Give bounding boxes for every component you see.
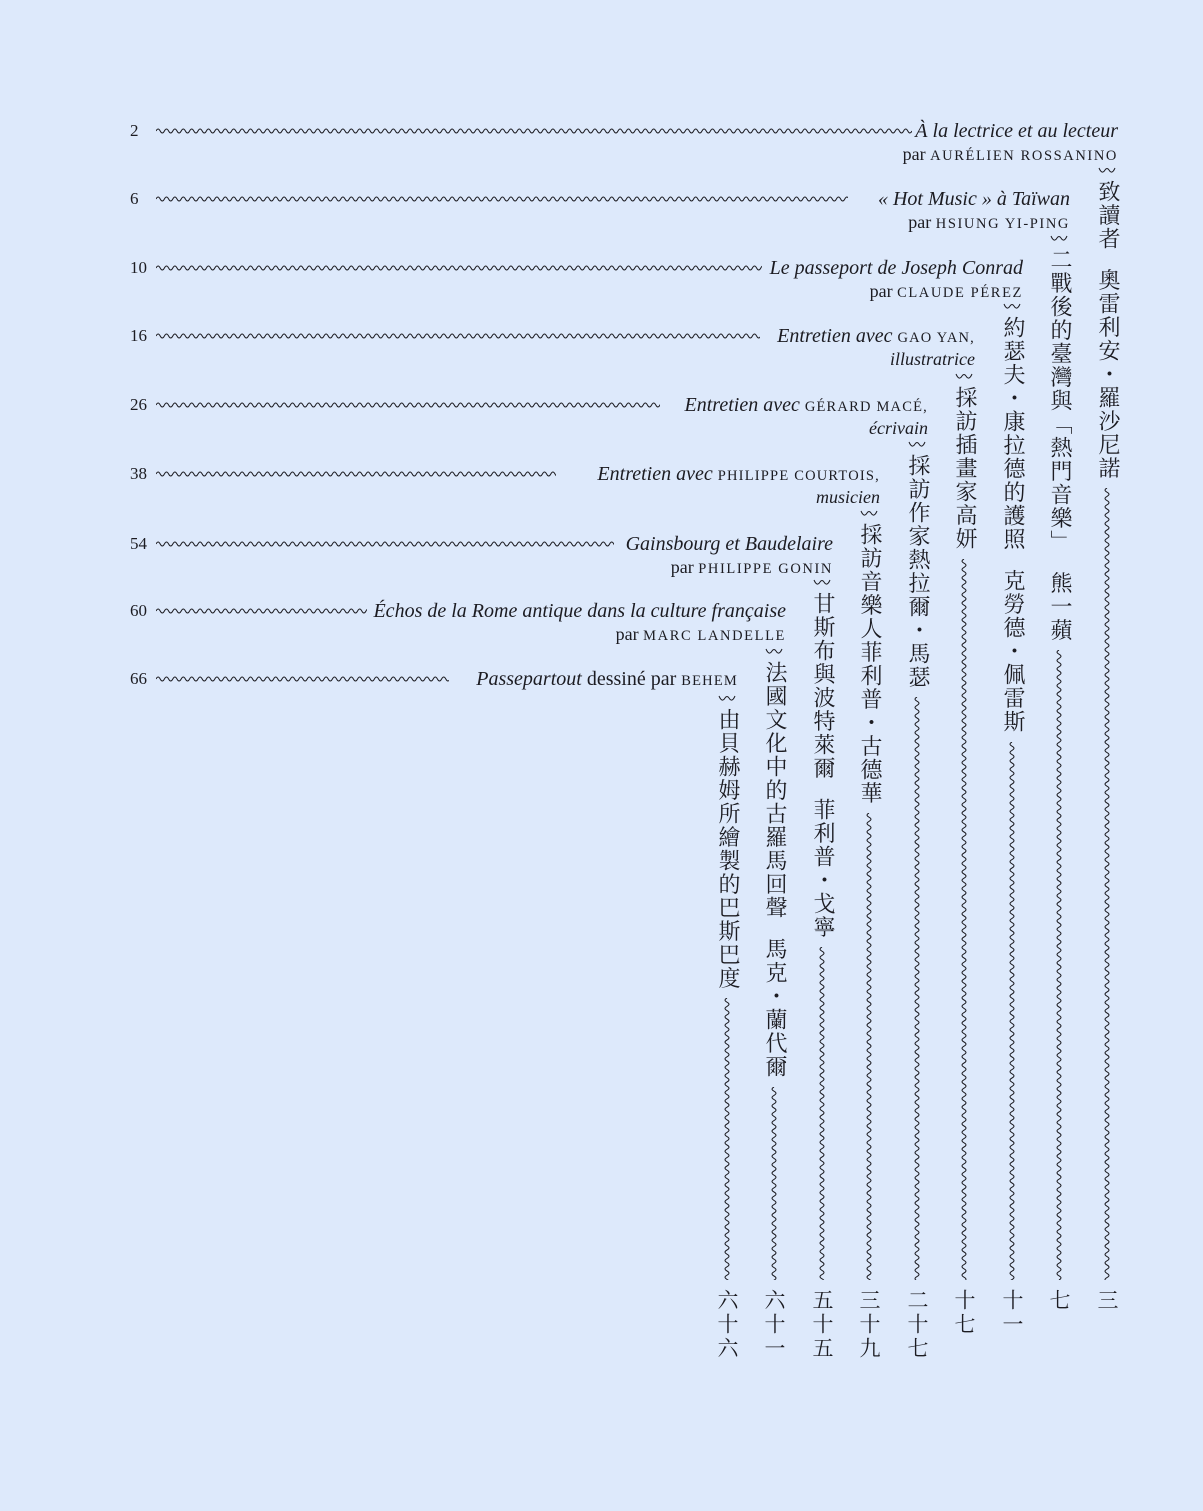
page-number: 16 [130, 326, 147, 345]
zh-title: 法國文化中的古羅馬回聲 [762, 661, 787, 920]
title-part: Échos de la Rome antique dans la culture française [373, 600, 786, 622]
link-wave-icon [1098, 166, 1116, 176]
leader-wave-vertical [862, 813, 876, 1280]
zh-page-number: 三 [1095, 1289, 1119, 1313]
leader-wave-vertical [767, 1087, 781, 1281]
entry-author [671, 556, 833, 580]
title-part: GÉRARD MACÉ, [804, 399, 928, 415]
leader-wave-vertical [957, 559, 971, 1281]
leader-wave [156, 126, 912, 136]
zh-title: 致讀者 [1095, 180, 1120, 251]
entry-title [770, 257, 1023, 279]
author-prefix: par [902, 144, 931, 164]
entry-author [816, 486, 880, 508]
link-wave-icon [1003, 302, 1021, 312]
toc-entry-zh[interactable] [1045, 248, 1073, 1360]
leader-wave-vertical [1052, 650, 1066, 1280]
author-role: musicien [816, 487, 880, 507]
title-part: Gainsbourg et Baudelaire [625, 533, 833, 555]
entry-author [870, 280, 1023, 304]
title-part: GAO YAN, [897, 330, 975, 346]
entry-title [373, 600, 786, 622]
leader-wave-vertical [815, 947, 829, 1280]
toc-entry-fr[interactable] [130, 394, 928, 418]
toc-entry-zh[interactable] [808, 592, 836, 1360]
zh-title: 二戰後的臺灣與「熱門音樂」 [1047, 248, 1072, 554]
author-name: HSIUNG YI-PING [935, 216, 1070, 232]
page-number: 6 [130, 189, 139, 208]
author-name: MARC LANDELLE [643, 628, 786, 644]
toc-entry-zh[interactable] [1093, 180, 1121, 1360]
leader-wave [156, 194, 848, 204]
zh-author: 菲利普・戈寧 [810, 798, 835, 939]
title-part: Passepartout [476, 668, 582, 690]
leader-wave-vertical [720, 998, 734, 1280]
title-part: Le passeport de Joseph Conrad [769, 257, 1023, 279]
toc-entry-zh[interactable] [998, 316, 1026, 1360]
toc-entry-zh[interactable] [950, 386, 978, 1360]
leader-wave [156, 331, 760, 341]
author-prefix: par [615, 624, 644, 644]
toc-entry-zh[interactable] [713, 708, 741, 1360]
title-part: À la lectrice et au lecteur [915, 120, 1118, 142]
zh-title: 採訪作家熱拉爾・馬瑟 [905, 454, 930, 689]
page-number: 60 [130, 601, 147, 620]
toc-entry-fr[interactable] [130, 668, 738, 692]
author-role: illustratrice [890, 349, 975, 369]
zh-page-number: 二十七 [905, 1289, 929, 1361]
entry-author [869, 417, 928, 439]
zh-author: 熊一蘋 [1047, 571, 1072, 642]
zh-title: 約瑟夫・康拉德的護照 [1000, 316, 1025, 551]
zh-page-number: 六十一 [762, 1289, 786, 1361]
zh-page-number: 七 [1047, 1289, 1071, 1313]
entry-title [777, 325, 975, 349]
zh-title: 採訪音樂人菲利普・古德華 [857, 523, 882, 805]
zh-page-number: 十一 [1000, 1289, 1024, 1337]
page-number: 10 [130, 258, 147, 277]
link-wave-icon [1050, 234, 1068, 244]
leader-wave [156, 263, 762, 273]
title-part: Entretien avec [684, 394, 805, 416]
toc-entry-fr[interactable] [130, 257, 1023, 281]
zh-author: 克勞德・佩雷斯 [1000, 569, 1025, 734]
zh-title: 採訪插畫家高妍 [952, 386, 977, 551]
toc-entry-zh[interactable] [760, 661, 788, 1360]
zh-title: 甘斯布與波特萊爾 [810, 592, 835, 780]
link-wave-icon [955, 372, 973, 382]
entry-title [626, 533, 833, 555]
entry-title [878, 188, 1070, 210]
page-number: 66 [130, 669, 147, 688]
zh-title-block [998, 316, 1026, 734]
entry-author [616, 623, 786, 647]
toc-entry-fr[interactable] [130, 533, 833, 557]
link-wave-icon [765, 647, 783, 657]
zh-author: 奧雷利安・羅沙尼諾 [1095, 268, 1120, 480]
leader-wave-vertical [1005, 742, 1019, 1281]
leader-wave [156, 539, 614, 549]
page-number: 2 [130, 121, 139, 140]
zh-page-number: 十七 [952, 1289, 976, 1337]
zh-title-block [713, 708, 741, 990]
zh-page-number: 五十五 [810, 1289, 834, 1361]
author-prefix: par [670, 557, 699, 577]
leader-wave [156, 674, 449, 684]
author-name: CLAUDE PÉREZ [897, 285, 1023, 301]
author-name: PHILIPPE GONIN [698, 561, 833, 577]
zh-page-number: 六十六 [715, 1289, 739, 1361]
title-part: Entretien avec [597, 463, 718, 485]
author-prefix: par [908, 212, 936, 232]
zh-title-block [1045, 248, 1073, 642]
entry-author [903, 143, 1118, 167]
zh-title-block [760, 661, 788, 1079]
title-part: PHILIPPE COURTOIS, [717, 468, 880, 484]
link-wave-icon [908, 440, 926, 450]
zh-author: 馬克・蘭代爾 [762, 937, 787, 1079]
author-name: AURÉLIEN ROSSANINO [930, 148, 1118, 164]
author-prefix: par [869, 281, 898, 301]
leader-wave-vertical [910, 697, 924, 1280]
toc-entry-fr[interactable] [130, 600, 786, 624]
link-wave-icon [860, 509, 878, 519]
zh-title-block [1093, 180, 1121, 480]
page-number: 54 [130, 534, 147, 553]
entry-title [476, 668, 738, 692]
entry-author [890, 348, 975, 370]
toc-entry-zh[interactable] [855, 523, 883, 1360]
leader-wave [156, 400, 660, 410]
zh-title-block [903, 454, 931, 689]
zh-title: 由貝赫姆所繪製的巴斯巴度 [715, 708, 740, 990]
zh-title-block [855, 523, 883, 805]
toc-entry-fr[interactable] [130, 463, 880, 487]
entry-author [908, 211, 1070, 235]
zh-title-block [950, 386, 978, 551]
leader-wave [156, 606, 367, 616]
zh-title-block [808, 592, 836, 939]
toc-entry-fr[interactable] [130, 325, 975, 349]
zh-page-number: 三十九 [857, 1289, 881, 1361]
leader-wave-vertical [1100, 488, 1114, 1280]
entry-title [915, 120, 1118, 142]
title-part: dessiné par [581, 668, 682, 690]
toc-entry-fr[interactable] [130, 120, 1118, 144]
page-number: 26 [130, 395, 147, 414]
page-number: 38 [130, 464, 147, 483]
toc-entry-zh[interactable] [903, 454, 931, 1360]
title-part: « Hot Music » à Taïwan [877, 188, 1070, 210]
entry-title [685, 394, 928, 418]
entry-title [597, 463, 880, 487]
author-role: écrivain [869, 418, 928, 438]
leader-wave [156, 469, 556, 479]
link-wave-icon [718, 694, 736, 704]
title-part: BEHEM [681, 673, 738, 689]
toc-entry-fr[interactable] [130, 188, 1070, 212]
title-part: Entretien avec [777, 325, 898, 347]
link-wave-icon [813, 578, 831, 588]
